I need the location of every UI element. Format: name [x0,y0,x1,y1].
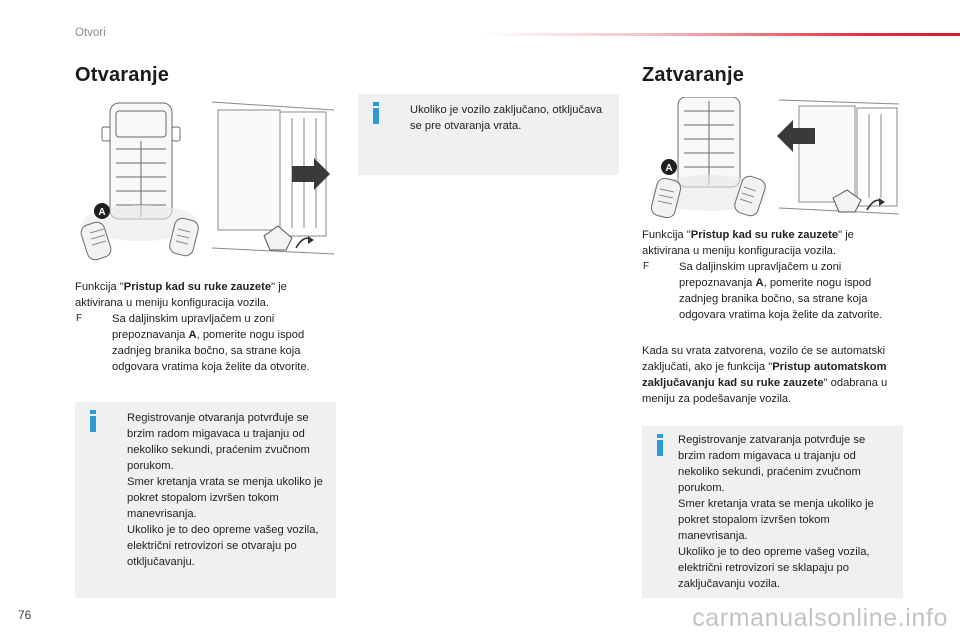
info-line: Ukoliko je vozilo zaključano, otključava se pre otvaranja vrata. [410,104,603,132]
section-header-label: Otvori [75,27,106,39]
opening-info-box [75,402,336,598]
closing-intro-paragraph: Funkcija "Pristup kad su ruke zauzete" je aktivirana u meniju konfiguracija vozila. [642,229,854,257]
closing-title: Zatvaranje [642,64,745,86]
opening-instruction-bullet: F Sa daljinskim upravljačem u zoni prepoznavanja A, pomerite nogu ispod zadnjeg branika bočno, sa strane koja odgovara vratima koja želite da otvorite. [76,313,310,373]
header-accent-rule [480,33,960,36]
page-number: 76 [18,608,32,622]
bullet-mark: F [643,261,650,272]
closing-instruction-bullet: F Sa daljinskim upravljačem u zoni prepoznavanja A, pomerite nogu ispod zadnjeg branika bočno, sa strane koja odgovara vratima koja želite da zatvorite. [643,261,883,321]
info-line: Ukoliko je to deo opreme vašeg vozila, električni retrovizori se sklapaju po zaključavanju vozila. [678,546,870,590]
van-top-view-illustration [648,97,770,223]
closing-info-box [642,426,903,598]
info-line: Registrovanje zatvaranja potvrđuje se brzim radom migavaca u trajanju od nekoliko sekundi, praćenim zvučnom porukom. [678,434,866,494]
opening-description [75,279,337,375]
auto-lock-paragraph: Kada su vrata zatvorena, vozilo će se automatski zaključati, ako je funkcija "Pristup automatskom zaključavanju kad su ruke zauzete" odabrana u meniju za podešavanje vozila. [642,345,888,405]
closing-description [642,227,904,323]
info-line: Smer kretanja vrata se menja ukoliko je pokret stopalom izvršen tokom manevrisanja. [678,498,874,542]
info-icon [372,102,380,124]
info-icon [89,410,97,432]
zone-a-label: A [665,163,673,174]
van-side-door-illustration [775,98,903,224]
watermark: carmanualsonline.info [692,604,948,632]
opening-title: Otvaranje [75,64,170,86]
unlock-info-box [358,94,619,175]
door-open-arrow [292,158,330,190]
bullet-mark: F [76,313,83,324]
info-icon [656,434,664,456]
info-line: Registrovanje otvaranja potvrđuje se brzim radom migavaca u trajanju od nekoliko sekundi, praćenim zvučnom porukom. [127,412,310,472]
zone-a-label: A [98,207,106,218]
opening-intro-paragraph: Funkcija "Pristup kad su ruke zauzete" je aktivirana u meniju konfiguracija vozila. [75,281,287,309]
van-side-door-illustration [208,98,338,264]
van-top-view-illustration [80,97,202,265]
info-line: Ukoliko je to deo opreme vašeg vozila, električni retrovizori se otvaraju po otključavanju. [127,524,319,568]
info-line: Smer kretanja vrata se menja ukoliko je pokret stopalom izvršen tokom manevrisanja. [127,476,323,520]
